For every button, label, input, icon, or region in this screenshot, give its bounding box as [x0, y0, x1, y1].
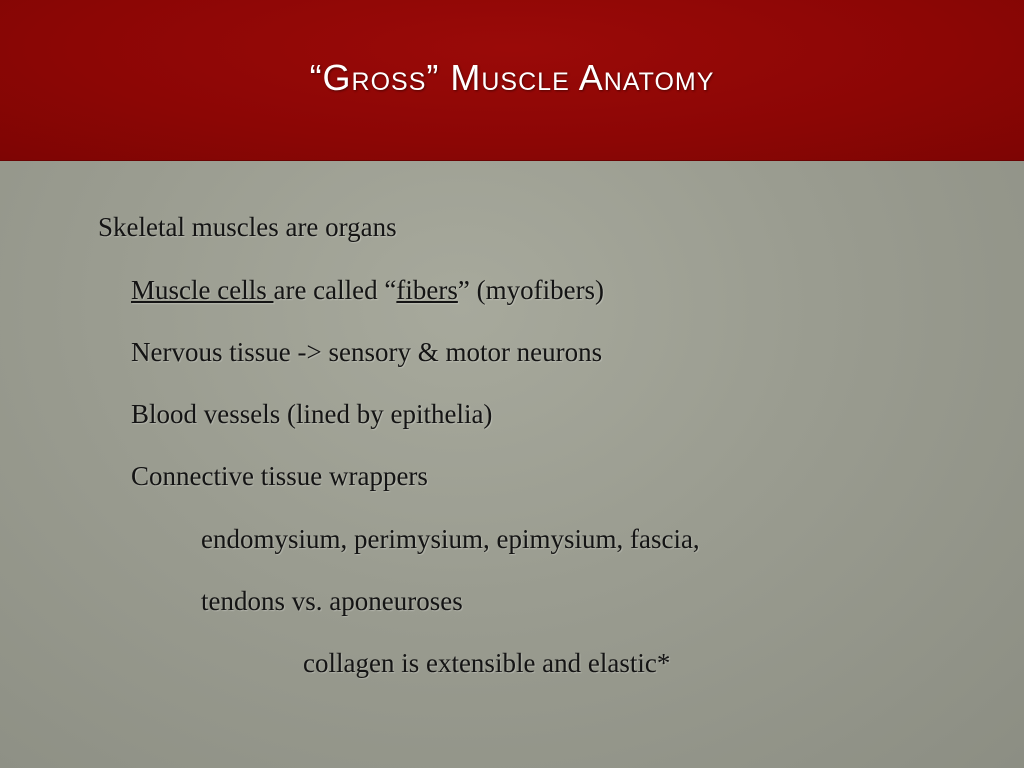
bullet-nervous-tissue: Nervous tissue -> sensory & motor neurons — [131, 337, 603, 367]
muscle-cells-term: Muscle cells — [131, 275, 274, 305]
bullet-tendons: tendons vs. aponeuroses — [201, 586, 463, 616]
muscle-cells-text: are called “ — [273, 275, 397, 305]
bullet-wrapper-list: endomysium, perimysium, epimysium, fascia, — [201, 524, 700, 554]
bullet-skeletal-muscles: Skeletal muscles are organs — [98, 212, 397, 242]
bullet-connective-tissue: Connective tissue wrappers — [131, 461, 428, 491]
myofibers-text: ” (myofibers) — [457, 275, 605, 305]
fibers-term: fibers — [396, 275, 458, 305]
bullet-collagen: collagen is extensible and elastic* — [303, 648, 671, 678]
bullet-blood-vessels: Blood vessels (lined by epithelia) — [131, 399, 493, 429]
slide-title: “Gross” Muscle Anatomy — [309, 57, 715, 98]
bullet-muscle-cells — [131, 274, 604, 306]
